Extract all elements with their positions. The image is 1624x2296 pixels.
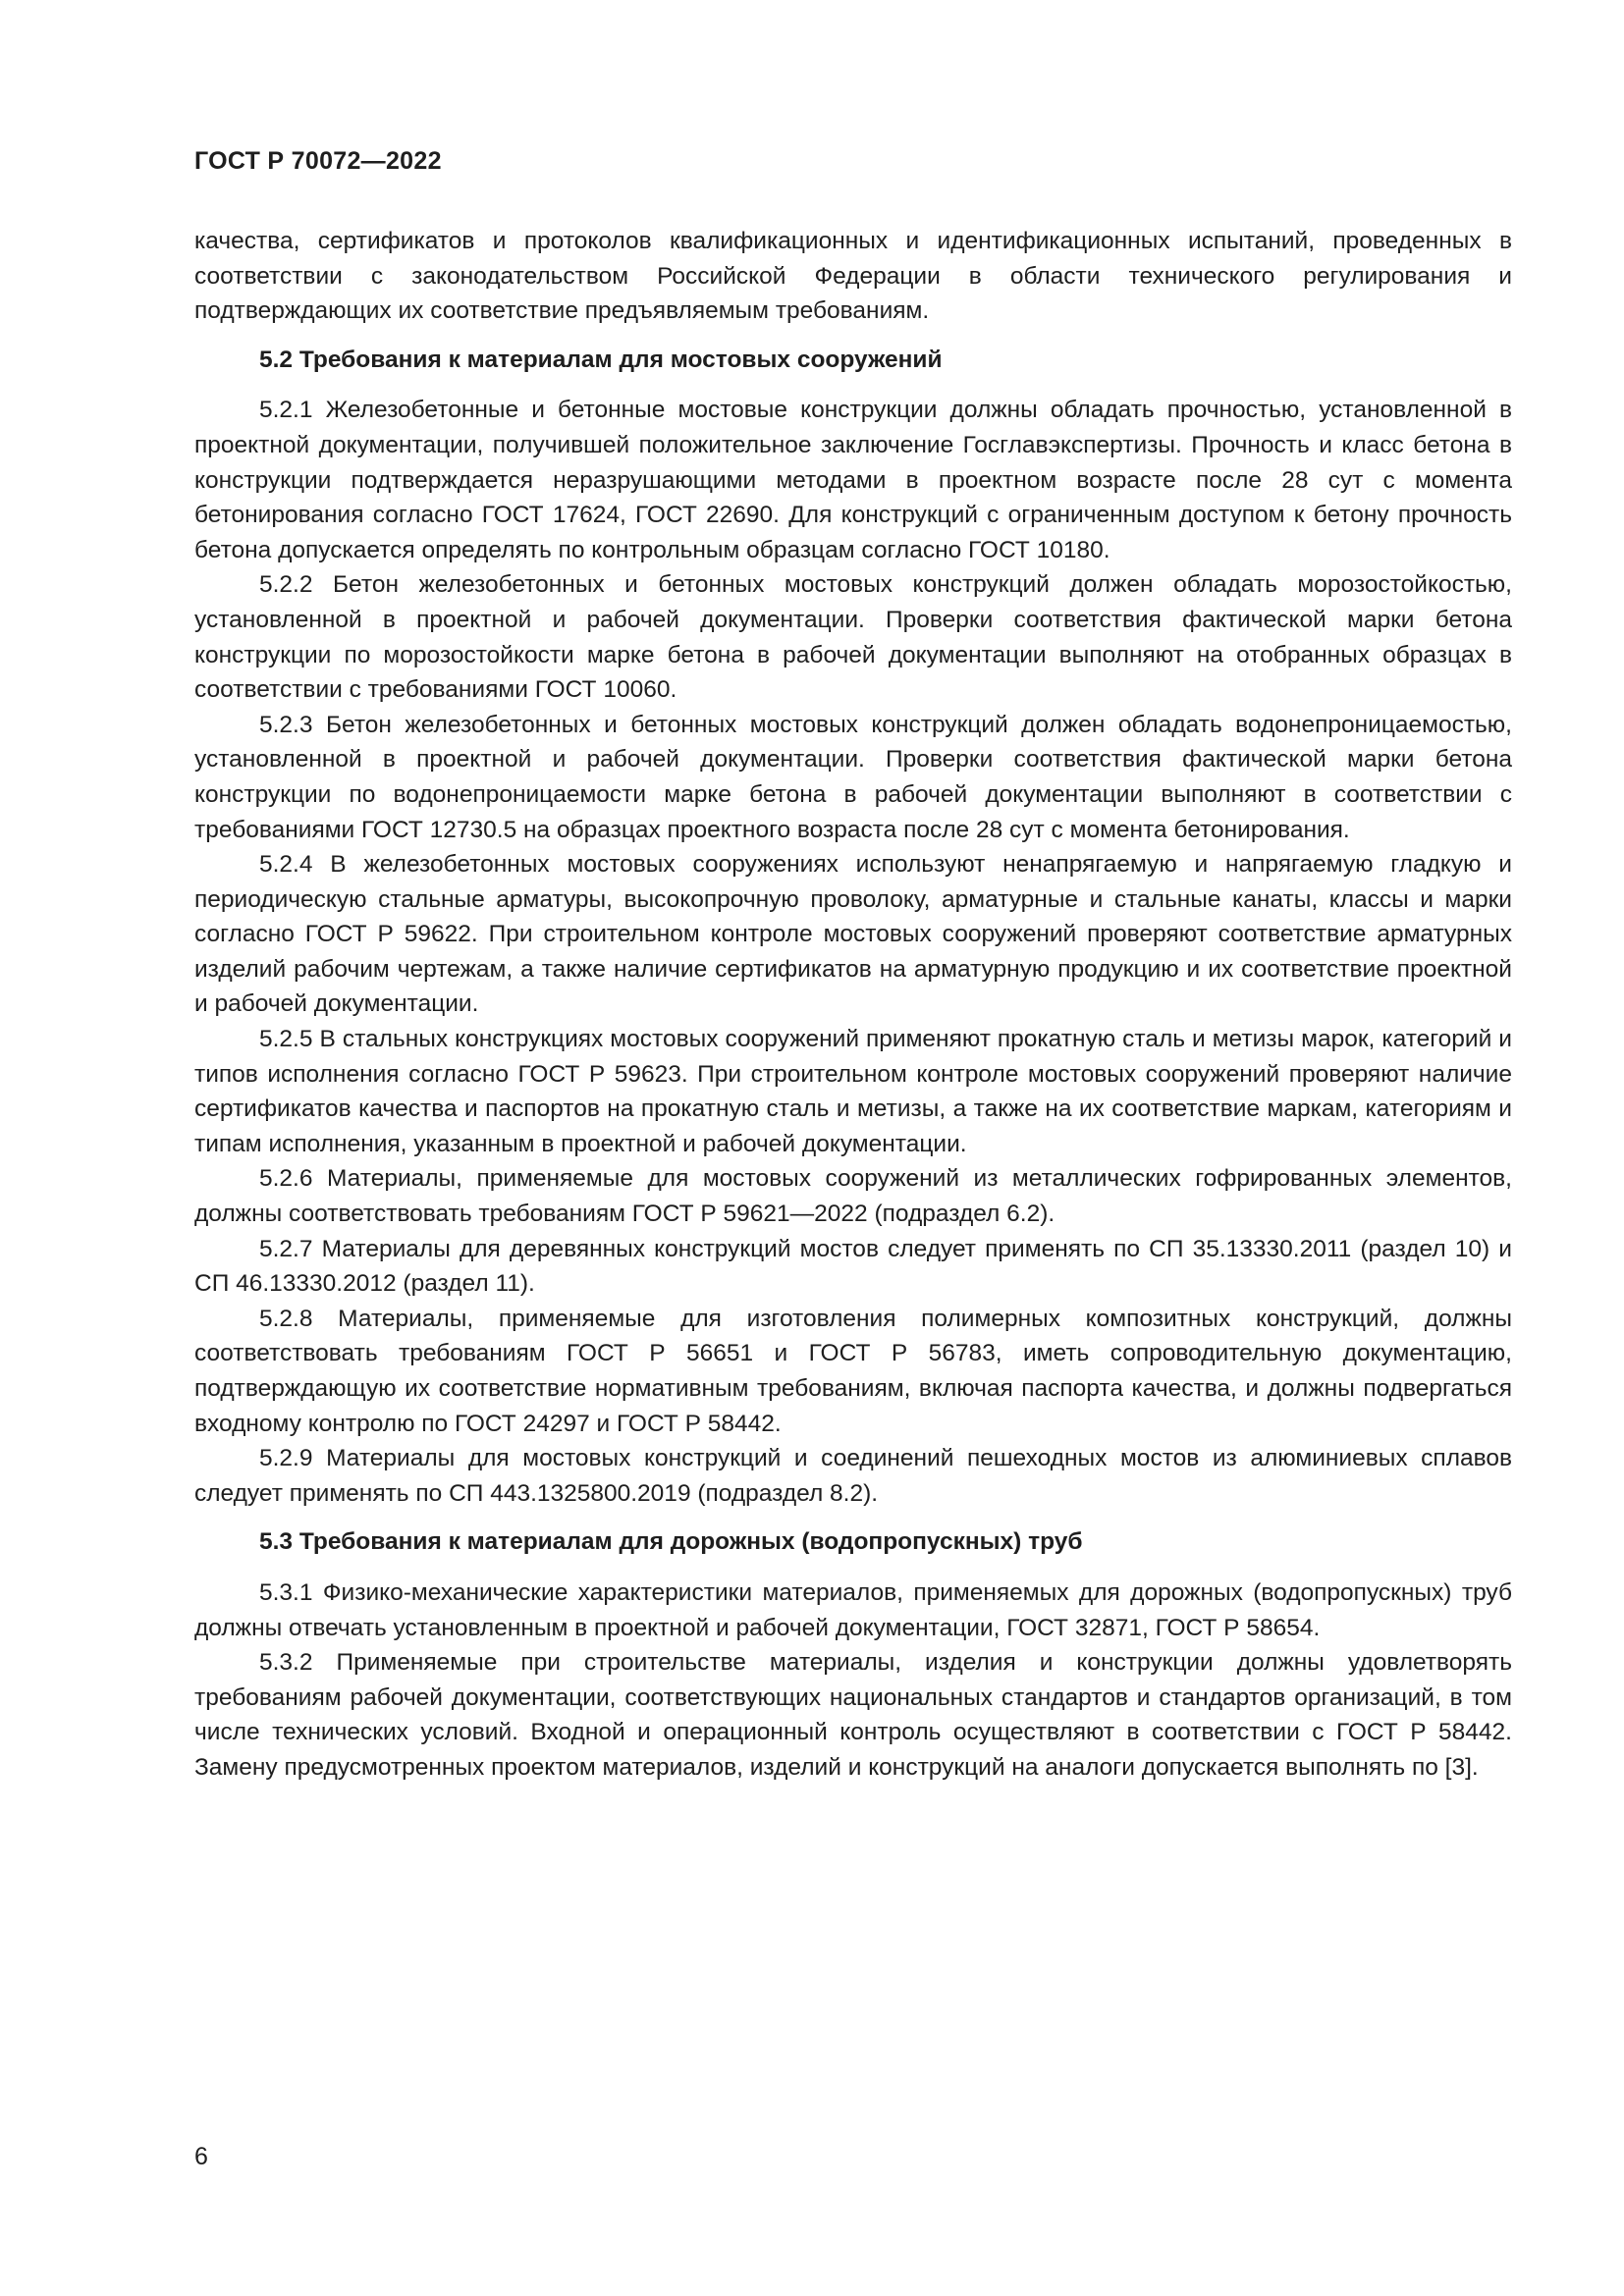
paragraph-5-2-4: 5.2.4 В железобетонных мостовых сооружениях используют ненапрягаемую и напрягаемую гладкую и периодическую стальные арматуры, высокопрочную проволоку, арматурные и стальные канаты, классы и марки согласно ГОСТ Р 59622. При строительном контроле мостовых сооружений проверяют соответствие арматурных изделий рабочим чертежам, а также наличие сертификатов на арматурную продукцию и их соответствие проектной и рабочей документации. — [194, 851, 1512, 1018]
section-heading-5-2: 5.2 Требования к материалам для мостовых сооружений — [259, 346, 943, 373]
paragraph-5-2-9: 5.2.9 Материалы для мостовых конструкций и соединений пешеходных мостов из алюминиевых сплавов следует применять по СП 443.1325800.2019 (подраздел 8.2). — [194, 1445, 1512, 1507]
paragraph-5-2-5: 5.2.5 В стальных конструкциях мостовых сооружений применяют прокатную сталь и метизы марок, категорий и типов исполнения согласно ГОСТ Р 59623. При строительном контроле мостовых сооружений проверяют наличие сертификатов качества и паспортов на прокатную сталь и метизы, а также на их соответствие маркам, категориям и типам исполнения, указанным в проектной и рабочей документации. — [194, 1026, 1512, 1157]
paragraph-5-3-1: 5.3.1 Физико-механические характеристики материалов, применяемых для дорожных (водопропускных) труб должны отвечать установленным в проектной и рабочей документации, ГОСТ 32871, ГОСТ Р 58654. — [194, 1578, 1512, 1641]
paragraph-5-2-8: 5.2.8 Материалы, применяемые для изготовления полимерных композитных конструкций, должны соответствовать требованиям ГОСТ Р 56651 и ГОСТ Р 56783, иметь сопроводительную документацию, подтверждающую их соответствие нормативным требованиям, включая паспорта качества, и должны подвергаться входному контролю по ГОСТ 24297 и ГОСТ Р 58442. — [194, 1305, 1512, 1437]
paragraph-5-2-1: 5.2.1 Железобетонные и бетонные мостовые конструкции должны обладать прочностью, установленной в проектной документации, получившей положительное заключение Госглавэкспертизы. Прочность и класс бетона в конструкции подтверждается неразрушающими методами в проектном возрасте после 28 сут с момента бетонирования согласно ГОСТ 17624, ГОСТ 22690. Для конструкций с ограниченным доступом к бетону прочность бетона допускается определять по контрольным образцам согласно ГОСТ 10180. — [194, 397, 1512, 563]
page-content — [194, 224, 1512, 1786]
document-code-header: ГОСТ Р 70072—2022 — [194, 147, 442, 175]
paragraph-5-2-7: 5.2.7 Материалы для деревянных конструкций мостов следует применять по СП 35.13330.2011 (раздел 10) и СП 46.13330.2012 (раздел 11). — [194, 1235, 1512, 1298]
section-heading-5-3: 5.3 Требования к материалам для дорожных (водопропускных) труб — [259, 1528, 1083, 1556]
page-number: 6 — [194, 2143, 208, 2170]
paragraph-5-2-2: 5.2.2 Бетон железобетонных и бетонных мостовых конструкций должен обладать морозостойкостью, установленной в проектной и рабочей документации. Проверки соответствия фактической марки бетона конструкции по морозостойкости марке бетона в рабочей документации выполняют на отобранных образцах в соответствии с требованиями ГОСТ 10060. — [194, 571, 1512, 704]
continued-paragraph: качества, сертификатов и протоколов квалификационных и идентификационных испытаний, проведенных в соответствии с законодательством Российской Федерации в области технического регулирования и подтверждающих их соответствие предъявляемым требованиям. — [194, 228, 1512, 325]
paragraph-5-3-2: 5.3.2 Применяемые при строительстве материалы, изделия и конструкции должны удовлетворять требованиям рабочей документации, соответствующих национальных стандартов и стандартов организаций, в том числе технических условий. Входной и операционный контроль осуществляют в соответствии с ГОСТ Р 58442. Замену предусмотренных проектом материалов, изделий и конструкций на аналоги допускается выполнять по [3]. — [194, 1649, 1512, 1781]
paragraph-5-2-3: 5.2.3 Бетон железобетонных и бетонных мостовых конструкций должен обладать водонепроницаемостью, установленной в проектной и рабочей документации. Проверки соответствия фактической марки бетона конструкции по водонепроницаемости марке бетона в рабочей документации выполняют в соответствии с требованиями ГОСТ 12730.5 на образцах проектного возраста после 28 сут с момента бетонирования. — [194, 711, 1512, 843]
paragraph-5-2-6: 5.2.6 Материалы, применяемые для мостовых сооружений из металлических гофрированных элементов, должны соответствовать требованиям ГОСТ Р 59621—2022 (подраздел 6.2). — [194, 1165, 1512, 1228]
